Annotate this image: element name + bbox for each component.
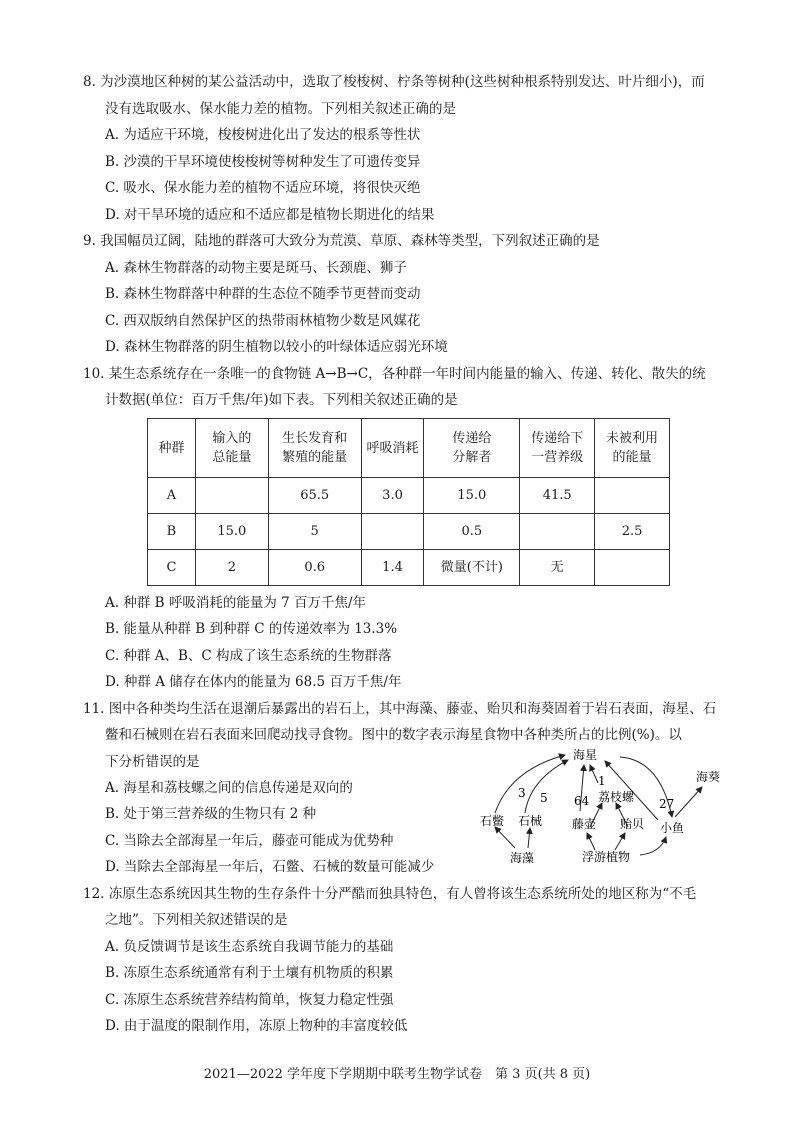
label-64: 64 xyxy=(574,794,590,808)
q10-option-c: C. 种群 A、B、C 构成了该生态系统的生物群落 xyxy=(105,648,392,664)
q12-option-a: A. 负反馈调节是该生态系统自我调节能力的基础 xyxy=(105,939,394,955)
table-header-cell: 种群 xyxy=(148,419,196,478)
q11-option-b: B. 处于第三营养级的生物只有 2 种 xyxy=(105,806,317,822)
q12-option-d: D. 由于温度的限制作用，冻原上物种的丰富度较低 xyxy=(105,1018,408,1034)
arrow-haizao-shibie xyxy=(495,827,515,848)
q10-option-b: B. 能量从种群 B 到种群 C 的传递效率为 13.3% xyxy=(105,621,398,637)
q8-option-a: A. 为适应干环境，梭梭树进化出了发达的根系等性状 xyxy=(105,127,421,143)
table-cell: 0.5 xyxy=(424,514,520,550)
q11-option-d: D. 当除去全部海星一年后，石鳖、石械的数量可能减少 xyxy=(105,859,435,875)
table-cell: 1.4 xyxy=(361,550,424,586)
table-cell: A xyxy=(148,478,196,514)
node-tenghu: 藤壶 xyxy=(572,817,597,831)
arrow-fuyou-tenghu xyxy=(587,833,595,850)
table-header-cell: 传递给 分解者 xyxy=(424,419,520,478)
arrow-lizhiluo-haixing xyxy=(590,765,598,783)
q8-stem-line1: 8. 为沙漠地区种树的某公益活动中，选取了梭梭树、柠条等树种(这些树种根系特别发达、叶片细小)，而 xyxy=(83,74,705,90)
q9-stem-line1: 9. 我国幅员辽阔，陆地的群落可大致分为荒漠、草原、森林等类型，下列叙述正确的是 xyxy=(83,233,600,249)
energy-table xyxy=(147,418,670,586)
node-haikui: 海葵 xyxy=(696,770,721,784)
table-header-cell: 呼吸消耗 xyxy=(361,419,424,478)
table-cell: 15.0 xyxy=(195,514,268,550)
table-cell: 41.5 xyxy=(520,478,595,514)
table-cell: 微量(不计) xyxy=(424,550,520,586)
table-header-row xyxy=(148,419,670,478)
node-fuyou: 浮游植物 xyxy=(582,850,631,864)
node-haizao: 海藻 xyxy=(510,851,535,865)
label-1: 1 xyxy=(598,774,606,788)
table-header-cell: 未被利用 的能量 xyxy=(595,419,670,478)
table-cell: 65.5 xyxy=(268,478,361,514)
q9-option-b: B. 森林生物群落中种群的生态位不随季节更替而变动 xyxy=(105,286,421,302)
table-cell: 3.0 xyxy=(361,478,424,514)
node-shibie: 石鳖 xyxy=(480,814,505,828)
q11-option-a: A. 海星和荔枝螺之间的信息传递是双向的 xyxy=(105,780,353,796)
label-27: 27 xyxy=(659,797,675,811)
table-cell xyxy=(195,478,268,514)
q11-stem-line3: 下分析错误的是 xyxy=(105,754,200,770)
node-shixie: 石械 xyxy=(518,814,543,828)
q8-option-b: B. 沙漠的干旱环境使梭梭树等树种发生了可遗传变异 xyxy=(105,154,421,170)
q9-option-d: D. 森林生物群落的阴生植物以较小的叶绿体适应弱光环境 xyxy=(105,339,448,355)
table-row xyxy=(148,478,670,514)
q11-option-c: C. 当除去全部海星一年后，藤壶可能成为优势种 xyxy=(105,833,394,849)
page-footer: 2021—2022 学年度下学期期中联考生物学试卷 第 3 页(共 8 页) xyxy=(203,1067,591,1082)
q9-option-c: C. 西双版纳自然保护区的热带雨林植物少数是风媒花 xyxy=(105,313,421,329)
q11-stem-line2: 鳖和石械则在岩石表面来回爬动找寻食物。图中的数字表示海星食物中各种类所占的比例(%)。以 xyxy=(105,727,682,743)
node-xiaoyu: 小鱼 xyxy=(660,821,685,835)
table-cell: 5 xyxy=(268,514,361,550)
arrow-shixie-haixing xyxy=(525,760,568,813)
q10-option-d: D. 种群 A 储存在体内的能量为 68.5 百万千焦/年 xyxy=(105,674,402,690)
arrow-shibie-haixing xyxy=(495,755,565,813)
node-yibei: 贻贝 xyxy=(620,817,645,831)
q10-stem-line2: 计数据(单位：百万千焦/年)如下表。下列相关叙述正确的是 xyxy=(105,392,458,408)
table-cell: B xyxy=(148,514,196,550)
q12-stem-line1: 12. 冻原生态系统因其生物的生存条件十分严酷而独具特色，有人曾将该生态系统所处的地区称为“不毛 xyxy=(83,886,697,902)
table-cell: 2.5 xyxy=(595,514,670,550)
arrow-fuyou-yibei xyxy=(615,833,625,850)
table-header-cell: 输入的 总能量 xyxy=(195,419,268,478)
label-3: 3 xyxy=(518,786,526,800)
q8-option-c: C. 吸水、保水能力差的植物不适应环境，将很快灭绝 xyxy=(105,180,421,196)
food-web-diagram xyxy=(470,745,730,870)
table-cell xyxy=(595,478,670,514)
table-header-cell: 生长发育和 繁殖的能量 xyxy=(268,419,361,478)
table-row xyxy=(148,550,670,586)
q9-option-a: A. 森林生物群落的动物主要是斑马、长颈鹿、狮子 xyxy=(105,260,407,276)
table-cell xyxy=(520,514,595,550)
q10-stem-line1: 10. 某生态系统存在一条唯一的食物链 A→B→C，各种群一年时间内能量的输入、传递、转化、散失的统 xyxy=(83,366,706,382)
arrow-haizao-shixie xyxy=(528,828,530,848)
table-cell xyxy=(361,514,424,550)
table-cell: 无 xyxy=(520,550,595,586)
node-lizhiluo: 荔枝螺 xyxy=(598,790,635,804)
table-header-cell: 传递给下 一营养级 xyxy=(520,419,595,478)
q12-option-b: B. 冻原生态系统通常有利于土壤有机物质的积累 xyxy=(105,965,394,981)
arrow-xiaoyu-haikui xyxy=(675,787,702,817)
q10-option-a: A. 种群 B 呼吸消耗的能量为 7 百万千焦/年 xyxy=(105,595,367,611)
q11-stem-line1: 11. 图中各种类均生活在退潮后暴露出的岩石上，其中海藻、藤壶、贻贝和海葵固着于岩石表面，海星、石 xyxy=(83,701,717,717)
table-cell: 15.0 xyxy=(424,478,520,514)
node-haixing: 海星 xyxy=(573,748,598,762)
q8-option-d: D. 对干旱环境的适应和不适应都是植物长期进化的结果 xyxy=(105,207,435,223)
table-cell: C xyxy=(148,550,196,586)
table-row xyxy=(148,514,670,550)
table-cell: 2 xyxy=(195,550,268,586)
arrow-fuyou-xiaoyu xyxy=(640,837,666,855)
table-cell xyxy=(595,550,670,586)
q12-option-c: C. 冻原生态系统营养结构简单，恢复力稳定性强 xyxy=(105,992,394,1008)
q12-stem-line2: 之地”。下列相关叙述错误的是 xyxy=(105,912,288,928)
label-5: 5 xyxy=(540,791,548,805)
table-cell: 0.6 xyxy=(268,550,361,586)
q8-stem-line2: 没有选取吸水、保水能力差的植物。下列相关叙述正确的是 xyxy=(105,101,456,117)
